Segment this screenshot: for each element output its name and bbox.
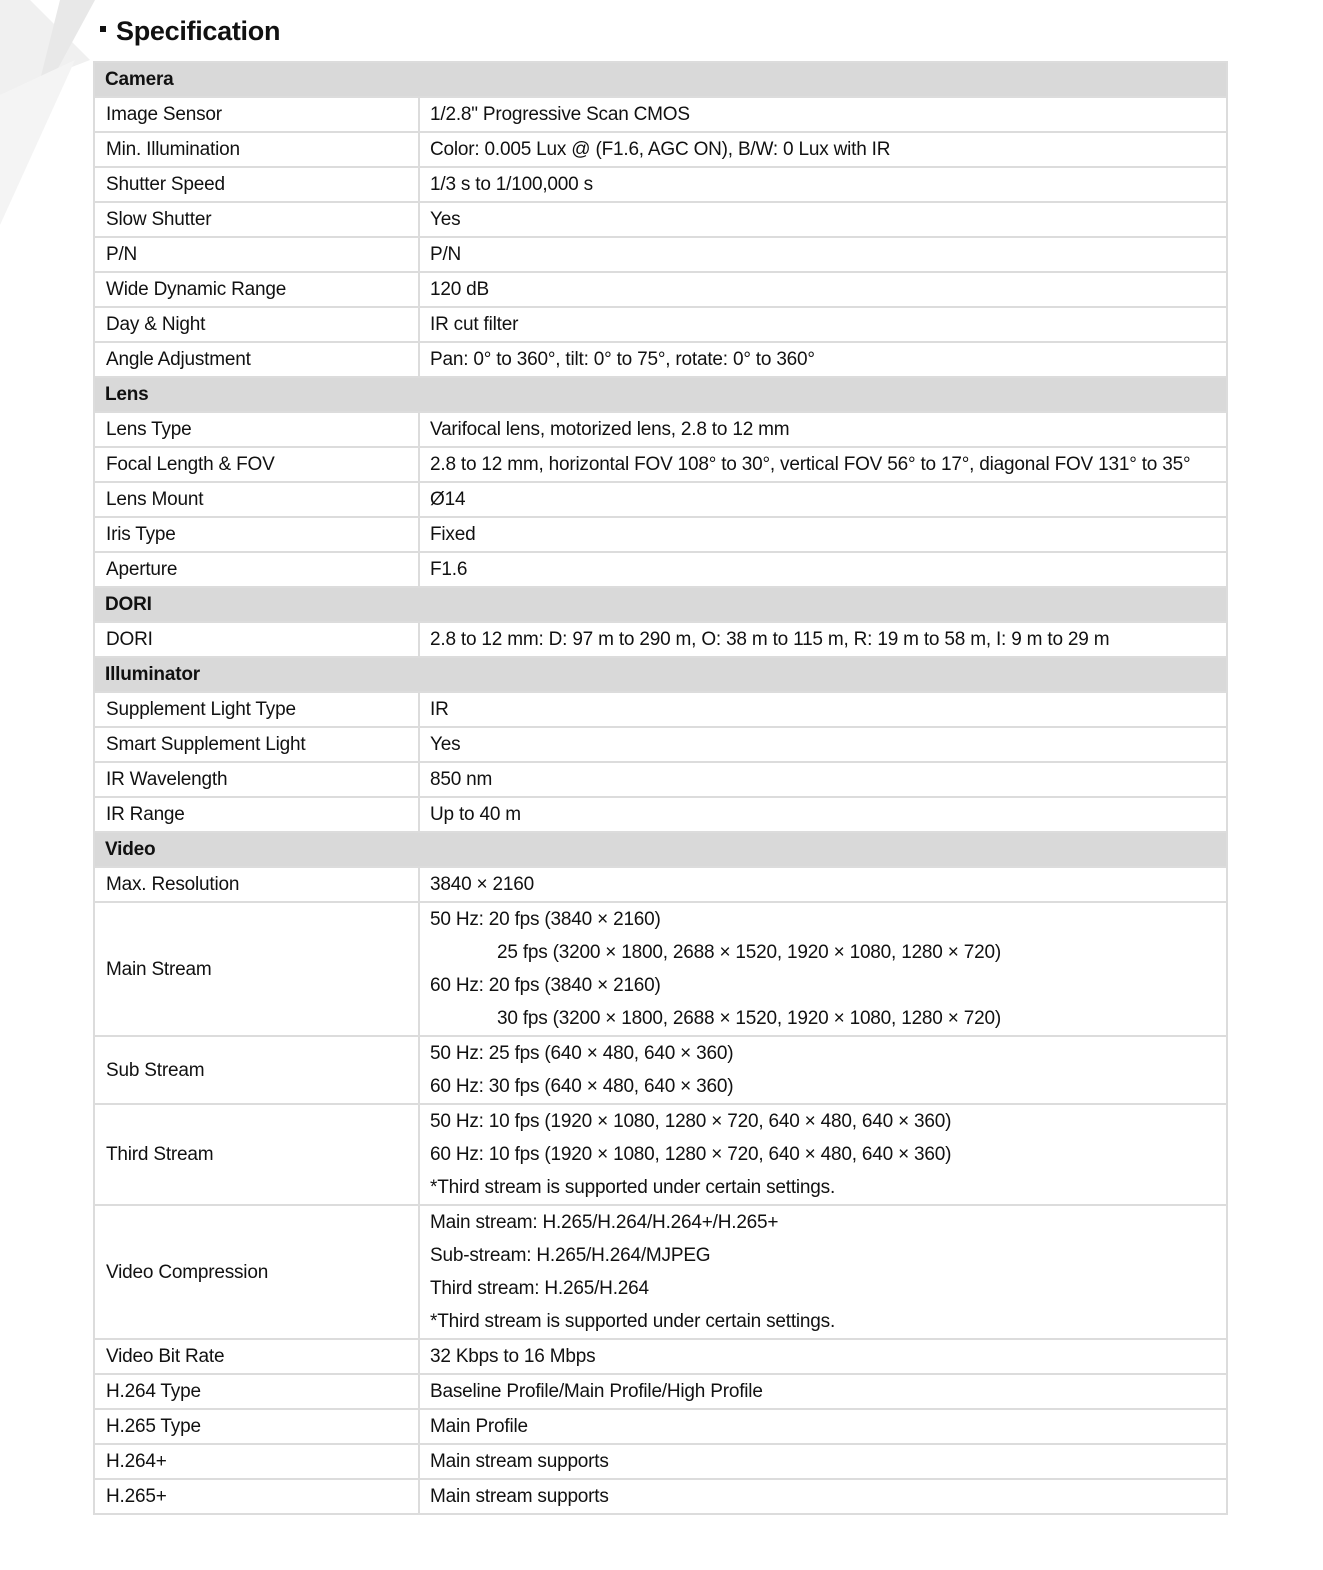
spec-row-max-resolution — [94, 867, 1227, 902]
spec-value — [419, 552, 1227, 587]
spec-value — [419, 1104, 1227, 1205]
spec-value-line: Third stream: H.265/H.264 — [430, 1278, 649, 1299]
spec-row-min-illumination — [94, 132, 1227, 167]
spec-value-line: Main Profile — [430, 1416, 528, 1437]
spec-row-ir-wavelength — [94, 762, 1227, 797]
spec-value-line: Up to 40 m — [430, 804, 521, 825]
spec-value — [419, 447, 1227, 482]
spec-row-image-sensor — [94, 97, 1227, 132]
spec-label: Shutter Speed — [94, 167, 419, 202]
spec-label: Video Bit Rate — [94, 1339, 419, 1374]
spec-value-line: 60 Hz: 20 fps (3840 × 2160) — [430, 975, 661, 996]
spec-row-smart-supplement-light — [94, 727, 1227, 762]
spec-row-slow-shutter — [94, 202, 1227, 237]
spec-label: P/N — [94, 237, 419, 272]
spec-row-wide-dynamic-range — [94, 272, 1227, 307]
spec-row-h-264 — [94, 1444, 1227, 1479]
spec-value — [419, 1409, 1227, 1444]
spec-value-line: 2.8 to 12 mm, horizontal FOV 108° to 30°, vertical FOV 56° to 17°, diagonal FOV 131° to 35° — [430, 454, 1191, 475]
spec-row-iris-type — [94, 517, 1227, 552]
spec-label: H.264+ — [94, 1444, 419, 1479]
spec-row-h-265 — [94, 1479, 1227, 1514]
spec-row-angle-adjustment — [94, 342, 1227, 377]
spec-value-line: Pan: 0° to 360°, tilt: 0° to 75°, rotate: 0° to 360° — [430, 349, 815, 370]
spec-value — [419, 1444, 1227, 1479]
spec-value-line: IR cut filter — [430, 314, 519, 335]
section-header-video — [94, 832, 1227, 867]
spec-value — [419, 97, 1227, 132]
section-header-lens — [94, 377, 1227, 412]
spec-value-line: 30 fps (3200 × 1800, 2688 × 1520, 1920 × 1080, 1280 × 720) — [497, 1008, 1001, 1029]
spec-label: H.264 Type — [94, 1374, 419, 1409]
spec-value — [419, 1036, 1227, 1104]
spec-value-line: Varifocal lens, motorized lens, 2.8 to 12 mm — [430, 419, 790, 440]
spec-value — [419, 692, 1227, 727]
spec-value — [419, 307, 1227, 342]
spec-value-line: *Third stream is supported under certain settings. — [430, 1177, 836, 1198]
spec-value — [419, 1339, 1227, 1374]
spec-value-line: 50 Hz: 10 fps (1920 × 1080, 1280 × 720, 640 × 480, 640 × 360) — [430, 1111, 952, 1132]
spec-value-line: 120 dB — [430, 279, 490, 300]
spec-label: Supplement Light Type — [94, 692, 419, 727]
spec-value-line: Ø14 — [430, 489, 466, 510]
spec-label: Lens Type — [94, 412, 419, 447]
section-header-illuminator — [94, 657, 1227, 692]
page-title — [100, 16, 280, 47]
section-title: DORI — [94, 587, 1227, 622]
spec-row-video-bit-rate — [94, 1339, 1227, 1374]
spec-label: H.265 Type — [94, 1409, 419, 1444]
spec-value-line: 1/2.8" Progressive Scan CMOS — [430, 104, 690, 125]
spec-label: H.265+ — [94, 1479, 419, 1514]
spec-row-h-265-type — [94, 1409, 1227, 1444]
spec-value-line: 1/3 s to 1/100,000 s — [430, 174, 593, 195]
spec-label: IR Range — [94, 797, 419, 832]
spec-label: Iris Type — [94, 517, 419, 552]
spec-label: Main Stream — [94, 902, 419, 1036]
spec-value-line: Yes — [430, 209, 461, 230]
spec-row-ir-range — [94, 797, 1227, 832]
spec-value — [419, 202, 1227, 237]
spec-value — [419, 1479, 1227, 1514]
section-header-dori — [94, 587, 1227, 622]
page-title-text: Specification — [116, 16, 281, 46]
spec-label: Focal Length & FOV — [94, 447, 419, 482]
spec-row-sub-stream — [94, 1036, 1227, 1104]
spec-value — [419, 797, 1227, 832]
spec-label: Aperture — [94, 552, 419, 587]
section-title: Illuminator — [94, 657, 1227, 692]
spec-label: Angle Adjustment — [94, 342, 419, 377]
spec-label: Sub Stream — [94, 1036, 419, 1104]
bullet-icon — [100, 26, 106, 32]
spec-value-line: IR — [430, 699, 449, 720]
spec-label: Smart Supplement Light — [94, 727, 419, 762]
spec-value — [419, 622, 1227, 657]
spec-row-day-night — [94, 307, 1227, 342]
section-header-camera — [94, 62, 1227, 97]
spec-value-line: Yes — [430, 734, 461, 755]
spec-value — [419, 867, 1227, 902]
section-title: Camera — [94, 62, 1227, 97]
spec-value — [419, 342, 1227, 377]
spec-row-lens-type — [94, 412, 1227, 447]
spec-value-line: *Third stream is supported under certain settings. — [430, 1311, 836, 1332]
spec-value-line: 60 Hz: 30 fps (640 × 480, 640 × 360) — [430, 1076, 734, 1097]
spec-value — [419, 482, 1227, 517]
spec-row-dori — [94, 622, 1227, 657]
spec-row-lens-mount — [94, 482, 1227, 517]
spec-label: Slow Shutter — [94, 202, 419, 237]
specification-table — [93, 61, 1228, 1515]
spec-value-line: F1.6 — [430, 559, 468, 580]
spec-value-line: 60 Hz: 10 fps (1920 × 1080, 1280 × 720, 640 × 480, 640 × 360) — [430, 1144, 952, 1165]
spec-label: Min. Illumination — [94, 132, 419, 167]
spec-label: Wide Dynamic Range — [94, 272, 419, 307]
spec-row-main-stream — [94, 902, 1227, 1036]
spec-value — [419, 167, 1227, 202]
spec-value — [419, 517, 1227, 552]
spec-value — [419, 132, 1227, 167]
spec-value-line: 2.8 to 12 mm: D: 97 m to 290 m, O: 38 m to 115 m, R: 19 m to 58 m, I: 9 m to 29 m — [430, 629, 1110, 650]
spec-value — [419, 412, 1227, 447]
spec-value — [419, 237, 1227, 272]
spec-value-line: Color: 0.005 Lux @ (F1.6, AGC ON), B/W: 0 Lux with IR — [430, 139, 891, 160]
spec-value-line: Main stream: H.265/H.264/H.264+/H.265+ — [430, 1212, 779, 1233]
spec-label: IR Wavelength — [94, 762, 419, 797]
spec-value-line: Fixed — [430, 524, 476, 545]
spec-value-line: 50 Hz: 25 fps (640 × 480, 640 × 360) — [430, 1043, 734, 1064]
spec-value-line: Baseline Profile/Main Profile/High Profile — [430, 1381, 763, 1402]
spec-row-p-n — [94, 237, 1227, 272]
spec-value-line: Sub-stream: H.265/H.264/MJPEG — [430, 1245, 711, 1266]
spec-value-line: Main stream supports — [430, 1451, 609, 1472]
spec-value — [419, 1205, 1227, 1339]
spec-label: Max. Resolution — [94, 867, 419, 902]
spec-value — [419, 272, 1227, 307]
spec-label: Day & Night — [94, 307, 419, 342]
spec-label: Image Sensor — [94, 97, 419, 132]
spec-value-line: Main stream supports — [430, 1486, 609, 1507]
spec-label: DORI — [94, 622, 419, 657]
spec-value-line: 3840 × 2160 — [430, 874, 534, 895]
spec-row-supplement-light-type — [94, 692, 1227, 727]
spec-value — [419, 1374, 1227, 1409]
spec-value-line: 850 nm — [430, 769, 493, 790]
spec-label: Lens Mount — [94, 482, 419, 517]
spec-row-focal-length-fov — [94, 447, 1227, 482]
spec-value-line: 50 Hz: 20 fps (3840 × 2160) — [430, 909, 661, 930]
spec-row-aperture — [94, 552, 1227, 587]
spec-label: Video Compression — [94, 1205, 419, 1339]
spec-value — [419, 902, 1227, 1036]
section-title: Lens — [94, 377, 1227, 412]
spec-row-h-264-type — [94, 1374, 1227, 1409]
spec-row-video-compression — [94, 1205, 1227, 1339]
spec-row-third-stream — [94, 1104, 1227, 1205]
spec-value — [419, 762, 1227, 797]
section-title: Video — [94, 832, 1227, 867]
spec-value — [419, 727, 1227, 762]
spec-value-line: P/N — [430, 244, 462, 265]
decorative-corner-shape — [0, 0, 100, 230]
spec-row-shutter-speed — [94, 167, 1227, 202]
spec-value-line: 25 fps (3200 × 1800, 2688 × 1520, 1920 × 1080, 1280 × 720) — [497, 942, 1001, 963]
spec-label: Third Stream — [94, 1104, 419, 1205]
spec-value-line: 32 Kbps to 16 Mbps — [430, 1346, 596, 1367]
